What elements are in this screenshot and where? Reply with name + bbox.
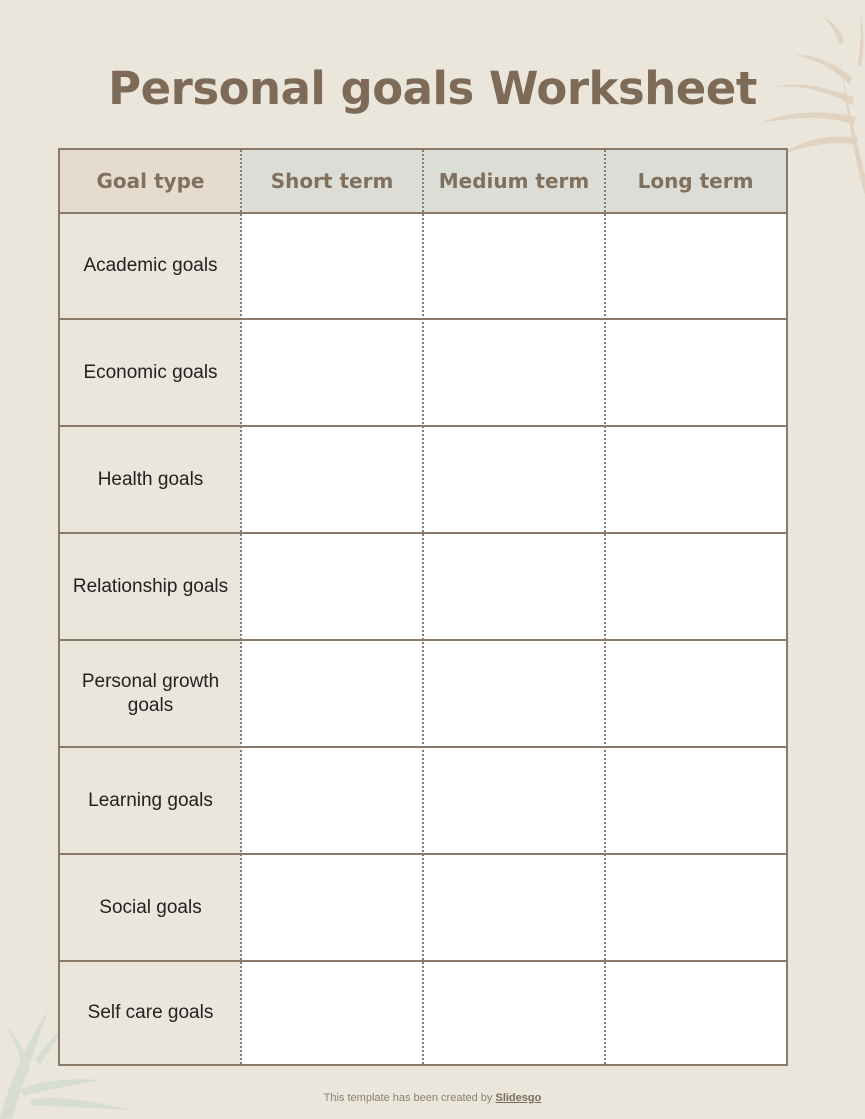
cell-social-short[interactable] — [241, 855, 423, 960]
cell-self-care-long[interactable] — [605, 962, 786, 1064]
row-label-academic: Academic goals — [60, 214, 241, 318]
row-label-economic: Economic goals — [60, 320, 241, 425]
cell-academic-short[interactable] — [241, 214, 423, 318]
cell-learning-short[interactable] — [241, 748, 423, 853]
cell-relationship-short[interactable] — [241, 534, 423, 639]
row-label-self-care: Self care goals — [60, 962, 241, 1064]
cell-self-care-short[interactable] — [241, 962, 423, 1064]
header-medium-term: Medium term — [423, 150, 605, 212]
cell-social-long[interactable] — [605, 855, 786, 960]
row-label-personal-growth: Personal growth goals — [60, 641, 241, 746]
header-long-term: Long term — [605, 150, 786, 212]
row-label-social: Social goals — [60, 855, 241, 960]
footer-text: This template has been created by — [323, 1092, 496, 1104]
row-label-health: Health goals — [60, 427, 241, 532]
cell-health-medium[interactable] — [423, 427, 605, 532]
header-short-term: Short term — [241, 150, 423, 212]
column-divider — [240, 150, 242, 1064]
cell-health-short[interactable] — [241, 427, 423, 532]
row-label-learning: Learning goals — [60, 748, 241, 853]
cell-academic-medium[interactable] — [423, 214, 605, 318]
goals-table — [58, 148, 788, 1066]
slidesgo-link[interactable]: Slidesgo — [495, 1092, 542, 1104]
column-divider — [604, 150, 606, 1064]
page-title: Personal goals Worksheet — [108, 62, 757, 115]
cell-economic-medium[interactable] — [423, 320, 605, 425]
cell-economic-long[interactable] — [605, 320, 786, 425]
column-divider — [422, 150, 424, 1064]
cell-personal-growth-long[interactable] — [605, 641, 786, 746]
cell-relationship-long[interactable] — [605, 534, 786, 639]
cell-learning-medium[interactable] — [423, 748, 605, 853]
cell-personal-growth-medium[interactable] — [423, 641, 605, 746]
row-label-relationship: Relationship goals — [60, 534, 241, 639]
cell-self-care-medium[interactable] — [423, 962, 605, 1064]
cell-learning-long[interactable] — [605, 748, 786, 853]
cell-academic-long[interactable] — [605, 214, 786, 318]
cell-social-medium[interactable] — [423, 855, 605, 960]
cell-health-long[interactable] — [605, 427, 786, 532]
header-goal-type: Goal type — [60, 150, 241, 212]
cell-relationship-medium[interactable] — [423, 534, 605, 639]
cell-economic-short[interactable] — [241, 320, 423, 425]
cell-personal-growth-short[interactable] — [241, 641, 423, 746]
footer-credit — [0, 1092, 865, 1104]
